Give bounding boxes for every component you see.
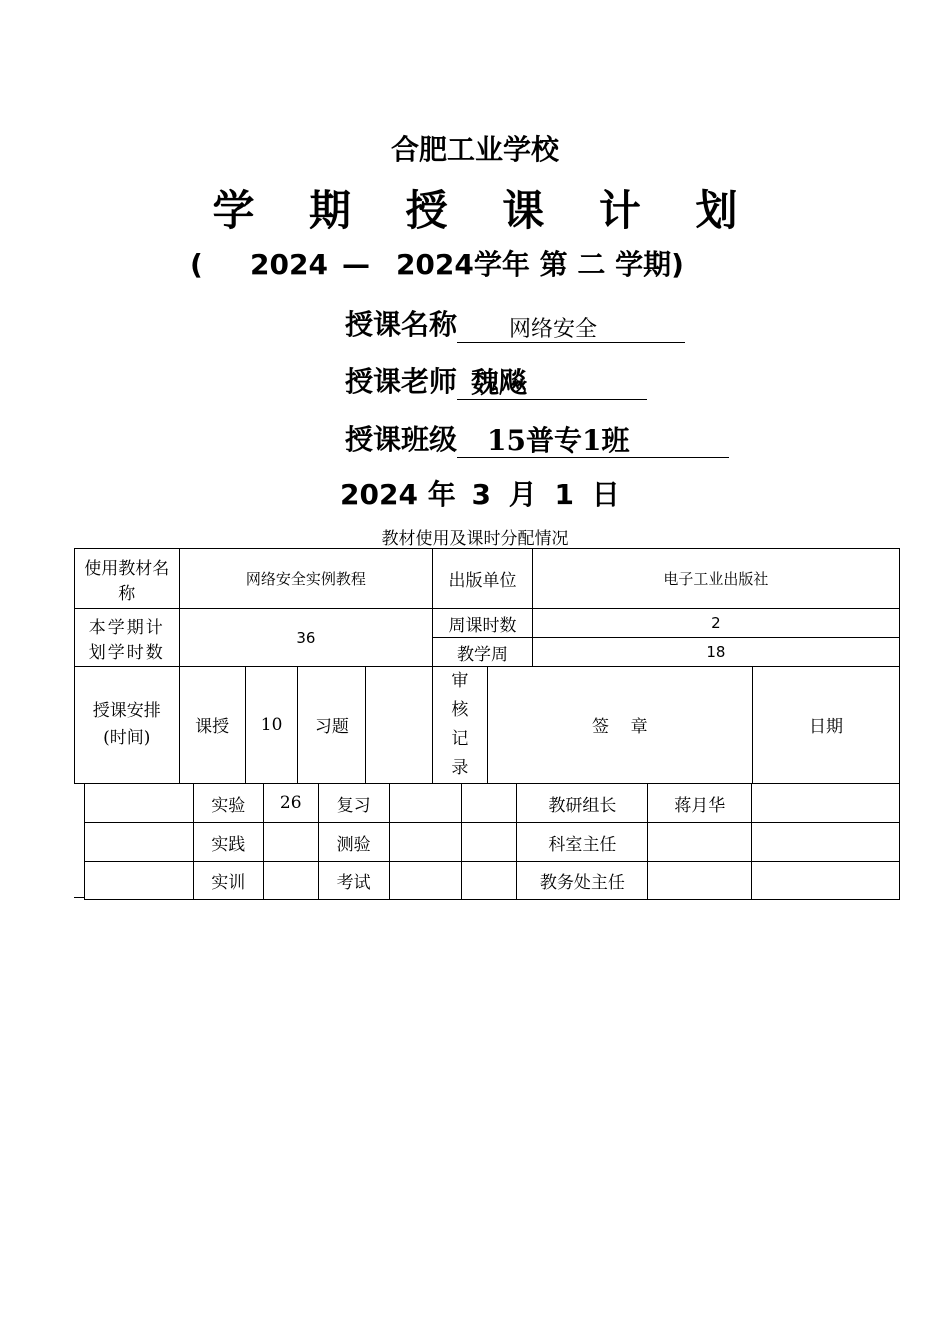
practice-label: 实践 [193, 823, 263, 862]
exercise-label: 习题 [298, 667, 366, 784]
lecture-value: 10 [245, 667, 298, 784]
weekly-hours-value: 2 [532, 609, 899, 638]
blank-cell [461, 823, 517, 862]
table-stub-line [74, 897, 84, 898]
lower-table [84, 783, 900, 900]
blank-cell [389, 823, 461, 862]
dept-head-label: 科室主任 [517, 823, 648, 862]
group-leader-value: 蒋月华 [648, 784, 752, 823]
publisher-label: 出版单位 [433, 549, 533, 609]
blank-cell [389, 784, 461, 823]
blank-cell [752, 784, 900, 823]
date-label: 日期 [753, 667, 900, 784]
term-text: 学年 第 二 学期) [473, 248, 684, 281]
term-line [190, 243, 684, 283]
sign-label: 签 章 [487, 667, 753, 784]
course-name-row [345, 303, 685, 343]
date-day: 1 [554, 478, 574, 511]
teacher-value: 魏飚 [457, 367, 647, 400]
table-row [85, 784, 900, 823]
group-leader-label: 教研组长 [517, 784, 648, 823]
weekly-hours-label: 周课时数 [433, 609, 533, 638]
teaching-weeks-label: 教学周 [433, 638, 533, 667]
year-end: 2024 [395, 248, 474, 281]
class-row [345, 418, 729, 458]
semester-hours-label: 本学期计划学时数 [75, 609, 180, 667]
page-title: 学 期 授 课 计 划 [212, 186, 758, 235]
textbook-label: 使用教材名称 [75, 549, 180, 609]
class-value: 15普专1班 [457, 425, 729, 458]
blank-cell [752, 823, 900, 862]
date-year: 2024 [340, 478, 418, 511]
blank-cell [389, 862, 461, 900]
revision-label: 复习 [318, 784, 389, 823]
textbook-value: 网络安全实例教程 [179, 549, 433, 609]
blank-cell [461, 862, 517, 900]
teaching-weeks-value: 18 [532, 638, 899, 667]
lab-label: 实验 [193, 784, 263, 823]
blank-cell [85, 862, 194, 900]
date-day-unit: 日 [591, 478, 620, 511]
publisher-value: 电子工业出版社 [532, 549, 899, 609]
schedule-label: 授课安排(时间) [75, 667, 180, 784]
course-label: 授课名称 [345, 308, 458, 341]
blank-cell [85, 784, 194, 823]
blank-cell [648, 862, 752, 900]
blank-cell [85, 823, 194, 862]
year-start: 2024 [250, 248, 328, 281]
quiz-label: 测验 [318, 823, 389, 862]
blank-cell [461, 784, 517, 823]
course-value: 网络安全 [457, 317, 685, 343]
training-label: 实训 [193, 862, 263, 900]
teacher-row [345, 360, 647, 400]
table-row [85, 862, 900, 900]
term-dash: — [341, 248, 370, 281]
school-name: 合肥工业学校 [390, 133, 559, 166]
exercise-value [366, 667, 433, 784]
blank-cell [648, 823, 752, 862]
blank-cell [263, 862, 318, 900]
academic-head-label: 教务处主任 [517, 862, 648, 900]
table-row [75, 609, 900, 638]
upper-table [74, 548, 900, 784]
date-month-unit: 月 [508, 478, 537, 511]
term-open: ( [190, 248, 203, 281]
lecture-label: 课授 [179, 667, 245, 784]
blank-cell [263, 823, 318, 862]
exam-label: 考试 [318, 862, 389, 900]
review-label: 审核记录 [433, 667, 487, 784]
semester-hours-value: 36 [179, 609, 433, 667]
plan-date [340, 473, 620, 513]
table-row [75, 549, 900, 609]
table-row [75, 667, 900, 784]
teacher-label: 授课老师 [345, 365, 458, 398]
date-month: 3 [471, 478, 491, 511]
date-year-unit: 年 [427, 478, 456, 511]
class-label: 授课班级 [345, 423, 458, 456]
table-caption: 教材使用及课时分配情况 [381, 529, 569, 549]
blank-cell [752, 862, 900, 900]
lab-value: 26 [263, 784, 318, 823]
table-row [85, 823, 900, 862]
